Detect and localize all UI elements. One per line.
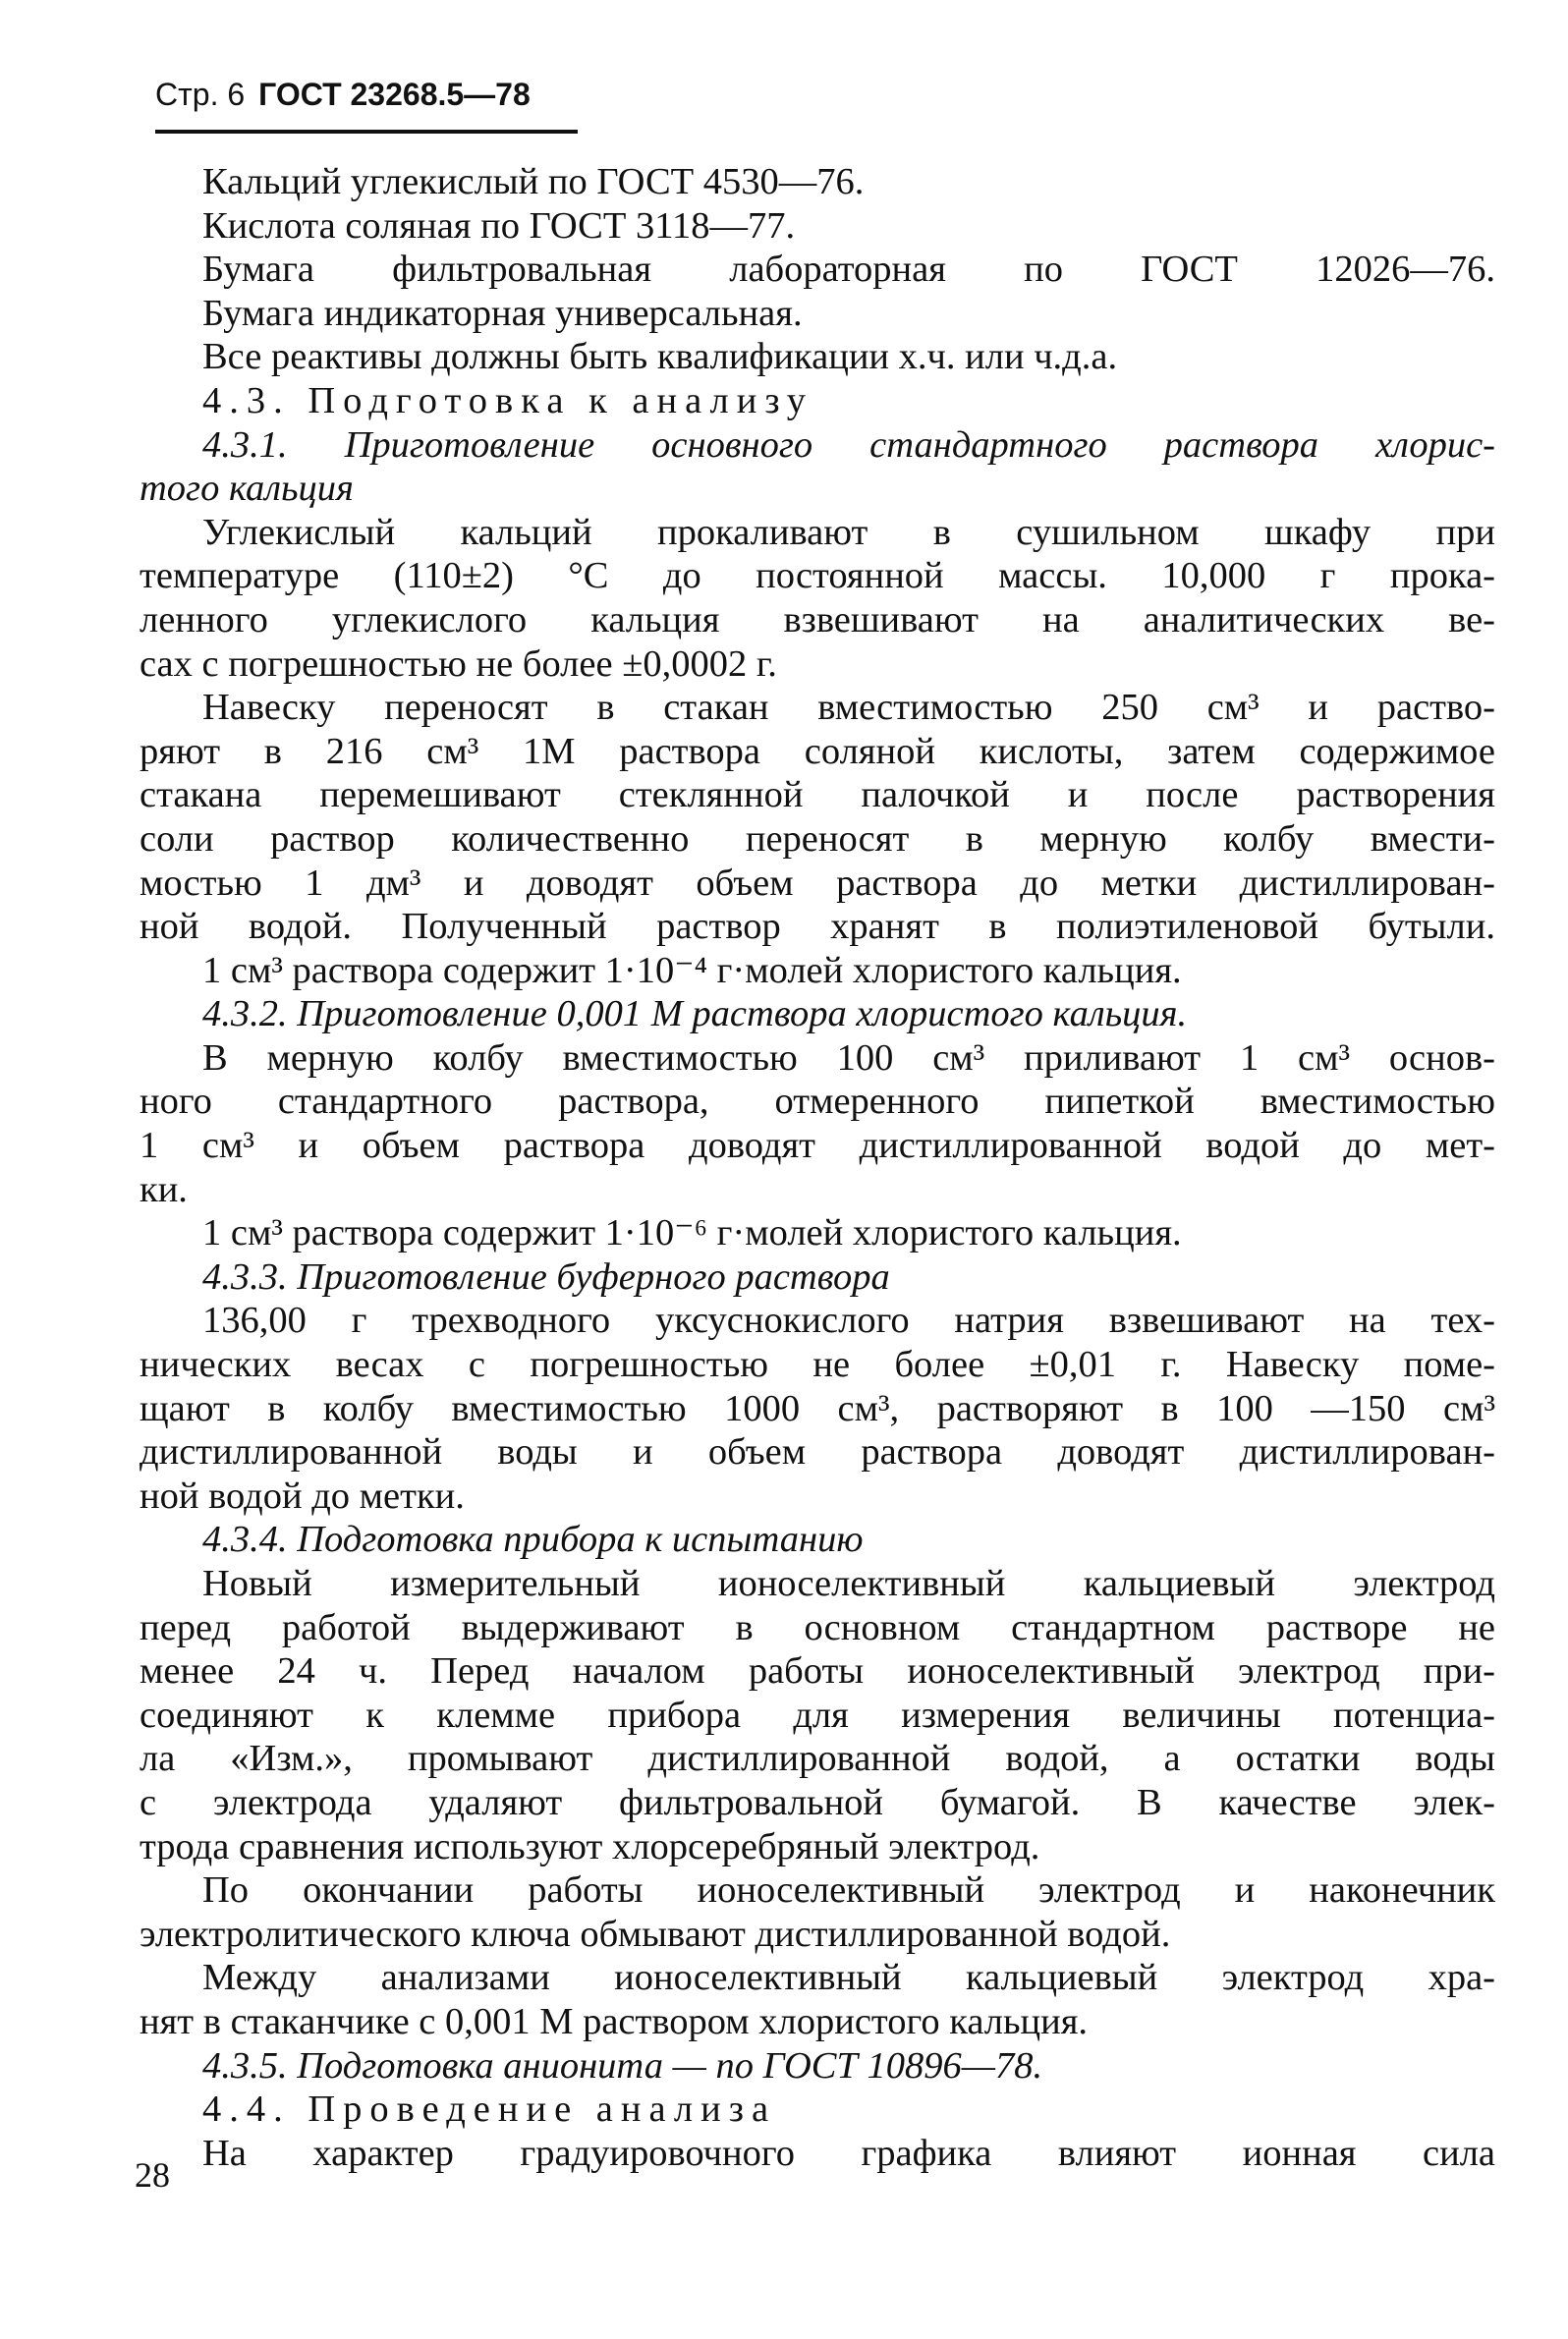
text-line: соли раствор количественно переносят в мерную колбу вмести- [140,817,1495,860]
text-line: температуре (110±2) °С до постоянной массы. 10,000 г прока- [140,555,1495,597]
text-line: ла «Изм.», промывают дистиллированной водой, а остатки воды [140,1738,1495,1780]
subsection-heading: 4.3.3. Приготовление буферного раствора [202,1255,890,1298]
text-line: перед работой выдерживают в основном стандартном растворе не [140,1606,1495,1648]
page-header [155,77,531,113]
text-line: 136,00 г трехводного уксуснокислого натрия взвешивают на тех- [202,1300,1495,1342]
subsection-heading: 4.3.4. Подготовка прибора к испытанию [202,1519,864,1561]
section-heading: 4.4. Проведение анализа [202,2088,777,2131]
text-line: соединяют к клемме прибора для измерения величины потенциа- [140,1694,1495,1736]
text-line: ленного углекислого кальция взвешивают на аналитических ве- [140,598,1495,640]
text-line: Между анализами ионоселективный кальциевый электрод хра- [202,1957,1495,1999]
text-line: менее 24 ч. Перед началом работы ионоселективный электрод при- [140,1650,1495,1693]
text-line: На характер градуировочного графика влияют ионная сила [202,2132,1495,2174]
text-line: электролитического ключа обмывают дистиллированной водой. [140,1913,1171,1955]
text-line: мостью 1 дм³ и доводят объем раствора до метки дистиллирован- [140,862,1495,904]
text-line: Кислота соляная по ГОСТ 3118—77. [202,204,796,247]
text-line: 1 см³ раствора содержит 1·10⁻⁶ г·молей хлористого кальция. [202,1212,1182,1254]
text-line: стакана перемешивают стеклянной палочкой и после растворения [140,774,1495,816]
text-line: 1 см³ и объем раствора доводят дистиллированной водой до мет- [140,1125,1495,1167]
page-number: 28 [135,2155,170,2195]
page-label: Стр. 6 [155,77,246,112]
text-line: В мерную колбу вместимостью 100 см³ приливают 1 см³ основ- [202,1036,1495,1079]
document-body [140,160,1495,2175]
subsection-heading-cont: того кальция [140,468,354,510]
text-line: нических весах с погрешностью не более ±0,01 г. Навеску поме- [140,1344,1495,1386]
standard-number: ГОСТ 23268.5—78 [258,77,531,112]
text-line: дистиллированной воды и объем раствора доводят дистиллирован- [140,1431,1495,1474]
text-line: Кальций углекислый по ГОСТ 4530—76. [202,161,865,202]
text-line: сах с погрешностью не более ±0,0002 г. [140,642,777,685]
text-line: ряют в 216 см³ 1М раствора соляной кислоты, затем содержимое [140,730,1495,772]
text-line: ной водой до метки. [140,1475,465,1517]
header-rule [155,130,578,134]
text-line: ной водой. Полученный раствор хранят в полиэтиленовой бутыли. [140,906,1495,948]
text-line: Бумага фильтровальная лабораторная по ГОСТ 12026—76. [202,249,1495,291]
text-line: щают в колбу вместимостью 1000 см³, растворяют в 100 —150 см³ [140,1387,1495,1429]
text-line: Углекислый кальций прокаливают в сушильном шкафу при [202,511,1495,553]
text-line: Все реактивы должны быть квалификации х.ч. или ч.д.а. [202,336,1118,378]
text-line: с электрода удаляют фильтровальной бумагой. В качестве элек- [140,1781,1495,1823]
text-line: Бумага индикаторная универсальная. [202,292,803,334]
text-line: нят в стаканчике с 0,001 М раствором хлористого кальция. [140,2000,1089,2042]
text-line: По окончании работы ионоселективный электрод и наконечник [202,1869,1495,1912]
text-line: ного стандартного раствора, отмеренного пипеткой вместимостью [140,1081,1495,1123]
text-line: Навеску переносят в стакан вместимостью 250 см³ и раство- [202,687,1495,729]
section-heading: 4.3. Подготовка к анализу [202,379,813,421]
subsection-heading: 4.3.2. Приготовление 0,001 М раствора хлористого кальция. [202,993,1188,1035]
subsection-heading: 4.3.1. Приготовление основного стандартного раствора хлорис- [202,423,1495,466]
text-line: трода сравнения используют хлорсеребряный электрод. [140,1825,1040,1867]
text-line: 1 см³ раствора содержит 1·10⁻⁴ г·молей хлористого кальция. [202,949,1182,991]
text-line: ки. [140,1168,188,1210]
text-line: Новый измерительный ионоселективный кальциевый электрод [202,1563,1495,1604]
subsection-heading: 4.3.5. Подготовка анионита — по ГОСТ 10896—78. [202,2044,1043,2087]
